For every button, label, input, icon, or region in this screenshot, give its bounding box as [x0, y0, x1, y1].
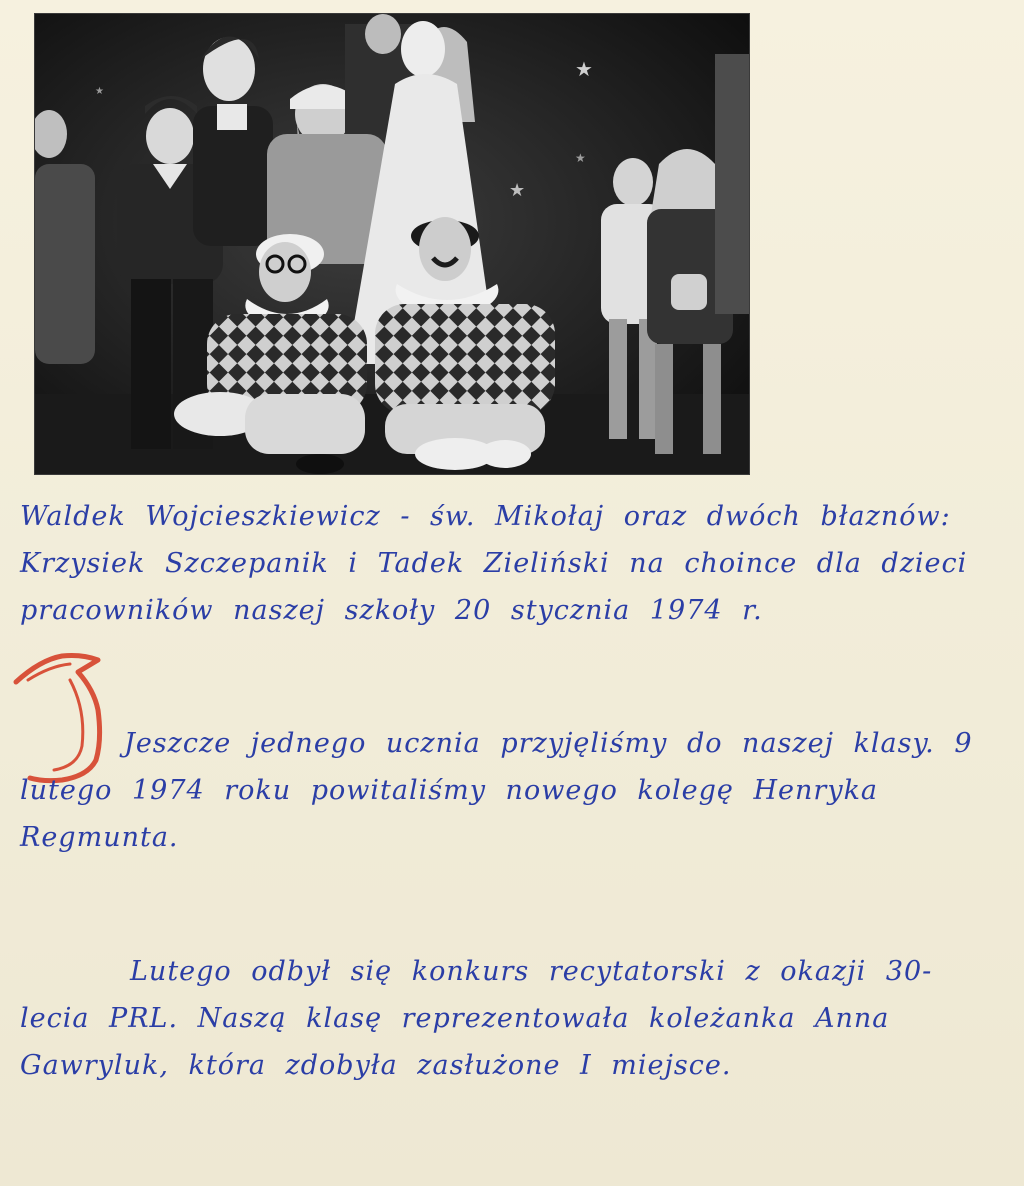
svg-text:★: ★ — [575, 57, 593, 81]
svg-text:★: ★ — [575, 151, 586, 165]
svg-text:★: ★ — [509, 180, 526, 201]
paragraph-new-student: Jeszcze jednego ucznia przyjęliśmy do naszej klasy. 9 lutego 1974 roku powitaliśmy nowego kolegę Henryka Regmunta. — [20, 728, 973, 853]
photo-caption: Waldek Wojcieszkiewicz - św. Mikołaj oraz dwóch błaznów: Krzysiek Szczepanik i Tadek Zieliński na choince dla dzieci pracowników naszej szkoły 20 stycznia 1974 r. — [20, 501, 968, 626]
svg-text:★: ★ — [95, 86, 104, 97]
photo-scene — [35, 14, 749, 474]
black-and-white-photograph — [35, 14, 749, 474]
paragraph-recitation-contest: Lutego odbył się konkurs recytatorski z okazji 30-lecia PRL. Naszą klasę reprezentowała koleżanka Anna Gawryluk, która zdobyła zasłużone I miejsce. — [20, 956, 933, 1081]
